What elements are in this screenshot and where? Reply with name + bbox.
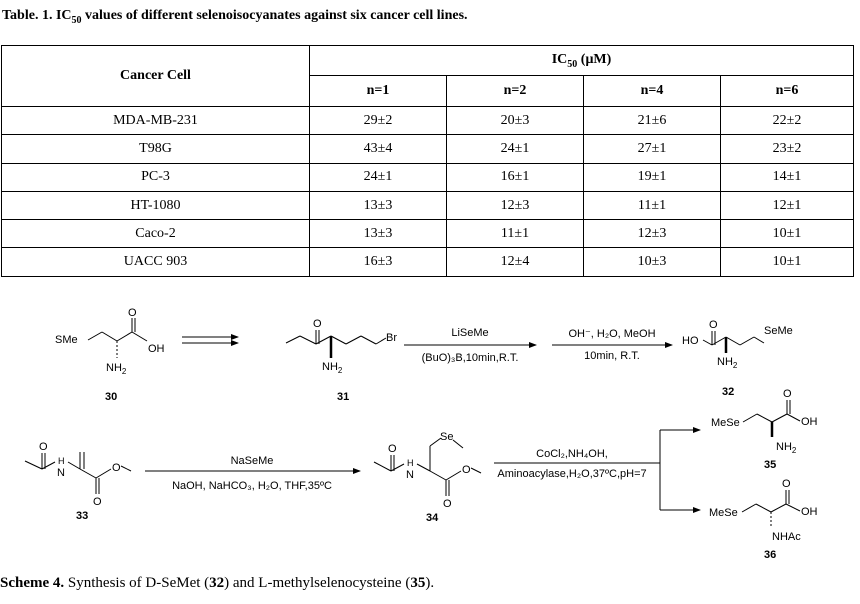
reaction-condition: Aminoacylase,H₂O,37ºC,pH=7	[497, 468, 647, 480]
synthesis-scheme	[0, 290, 860, 575]
atom-label: $NH_2$	[717, 356, 738, 370]
row-value: 16±1	[447, 163, 584, 191]
atom-label: NHAc	[772, 531, 801, 543]
atom-label: O	[462, 464, 471, 476]
row-value: 10±1	[721, 220, 854, 248]
row-value: 14±1	[721, 163, 854, 191]
atom-label: $NH_2$	[776, 441, 797, 455]
column-header-n4: n=4	[584, 76, 721, 107]
compound-30-structure	[88, 318, 147, 358]
compound-35-structure	[743, 400, 800, 437]
atom-label: SMe	[55, 334, 78, 346]
atom-label: O	[313, 318, 322, 330]
atom-label: Br	[386, 332, 397, 344]
row-cell-name: MDA-MB-231	[2, 107, 310, 135]
column-header-n2: n=2	[447, 76, 584, 107]
compound-label-30: 30	[105, 391, 118, 403]
atom-label: H	[407, 458, 414, 468]
atom-label: O	[93, 496, 102, 508]
atom-label: O	[388, 443, 397, 455]
reaction-condition: LiSeMe	[451, 327, 489, 339]
atom-label: OH	[801, 506, 818, 518]
row-value: 10±1	[721, 248, 854, 276]
row-value: 10±3	[584, 248, 721, 276]
row-cell-name: T98G	[2, 135, 310, 163]
compound-32-structure	[703, 331, 764, 353]
ic50-table	[1, 45, 854, 277]
reaction-condition: CoCl₂,NH₄OH,	[536, 448, 608, 460]
row-value: 12±3	[584, 220, 721, 248]
atom-label: OH	[148, 343, 165, 355]
table-row	[2, 163, 854, 191]
row-value: 24±1	[310, 163, 447, 191]
compound-label-36: 36	[764, 549, 777, 561]
atom-label: H	[58, 456, 65, 466]
row-value: 29±2	[310, 107, 447, 135]
atom-label: $NH_2$	[322, 361, 343, 375]
atom-label: O	[443, 498, 452, 510]
row-value: 24±1	[447, 135, 584, 163]
row-value: 20±3	[447, 107, 584, 135]
atom-label: Se	[440, 431, 454, 443]
reaction-condition: 10min, R.T.	[584, 350, 640, 362]
scheme-caption: Scheme 4. Synthesis of D-SeMet (32) and L-methylselenocysteine (35).	[0, 575, 435, 591]
reaction-condition: OH⁻, H₂O, MeOH	[568, 328, 656, 340]
atom-label: N	[57, 467, 65, 479]
column-header-n6: n=6	[721, 76, 854, 107]
atom-label: SeMe	[764, 325, 793, 337]
row-value: 11±1	[584, 191, 721, 219]
row-value: 23±2	[721, 135, 854, 163]
table-row	[2, 248, 854, 276]
row-value: 13±3	[310, 220, 447, 248]
compound-label-32: 32	[722, 386, 735, 398]
ic50-group-header: $IC_{50}$ (μM)	[551, 51, 612, 70]
row-value: 13±3	[310, 191, 447, 219]
row-cell-name: HT-1080	[2, 191, 310, 219]
row-value: 11±1	[447, 220, 584, 248]
row-cell-name: PC-3	[2, 163, 310, 191]
table-row	[2, 191, 854, 219]
reaction-condition: NaOH, NaHCO₃, H₂O, THF,35ºC	[172, 480, 332, 492]
atom-label: MeSe	[711, 417, 740, 429]
atom-label: O	[128, 307, 137, 319]
row-value: 22±2	[721, 107, 854, 135]
cancer-cell-header: Cancer Cell	[2, 46, 310, 107]
compound-36-structure	[742, 490, 800, 527]
row-value: 27±1	[584, 135, 721, 163]
compound-label-31: 31	[337, 391, 350, 403]
compound-label-35: 35	[764, 459, 777, 471]
row-cell-name: UACC 903	[2, 248, 310, 276]
reaction-condition: NaSeMe	[230, 455, 274, 467]
atom-label: MeSe	[709, 507, 738, 519]
table-row	[2, 135, 854, 163]
row-value: 43±4	[310, 135, 447, 163]
atom-label: OH	[801, 416, 818, 428]
compound-label-34: 34	[426, 512, 439, 524]
atom-label: O	[709, 319, 718, 331]
row-value: 12±1	[721, 191, 854, 219]
reaction-condition: (BuO)₃B,10min,R.T.	[421, 352, 519, 364]
compound-label-33: 33	[76, 510, 89, 522]
row-value: 21±6	[584, 107, 721, 135]
table-row	[2, 220, 854, 248]
atom-label: HO	[682, 335, 699, 347]
table-caption: Table. 1. $IC_{50}$ values of different selenoisocyanates against six cancer cell lines.	[2, 8, 468, 26]
atom-label: O	[782, 478, 791, 490]
atom-label: N	[406, 469, 414, 481]
row-value: 12±4	[447, 248, 584, 276]
compound-31-structure	[286, 330, 386, 358]
table-row	[2, 107, 854, 135]
atom-label: $NH_2$	[106, 362, 127, 376]
atom-label: O	[112, 462, 121, 474]
atom-label: O	[783, 388, 792, 400]
row-cell-name: Caco-2	[2, 220, 310, 248]
row-value: 16±3	[310, 248, 447, 276]
column-header-n1: n=1	[310, 76, 447, 107]
row-value: 19±1	[584, 163, 721, 191]
row-value: 12±3	[447, 191, 584, 219]
atom-label: O	[39, 441, 48, 453]
